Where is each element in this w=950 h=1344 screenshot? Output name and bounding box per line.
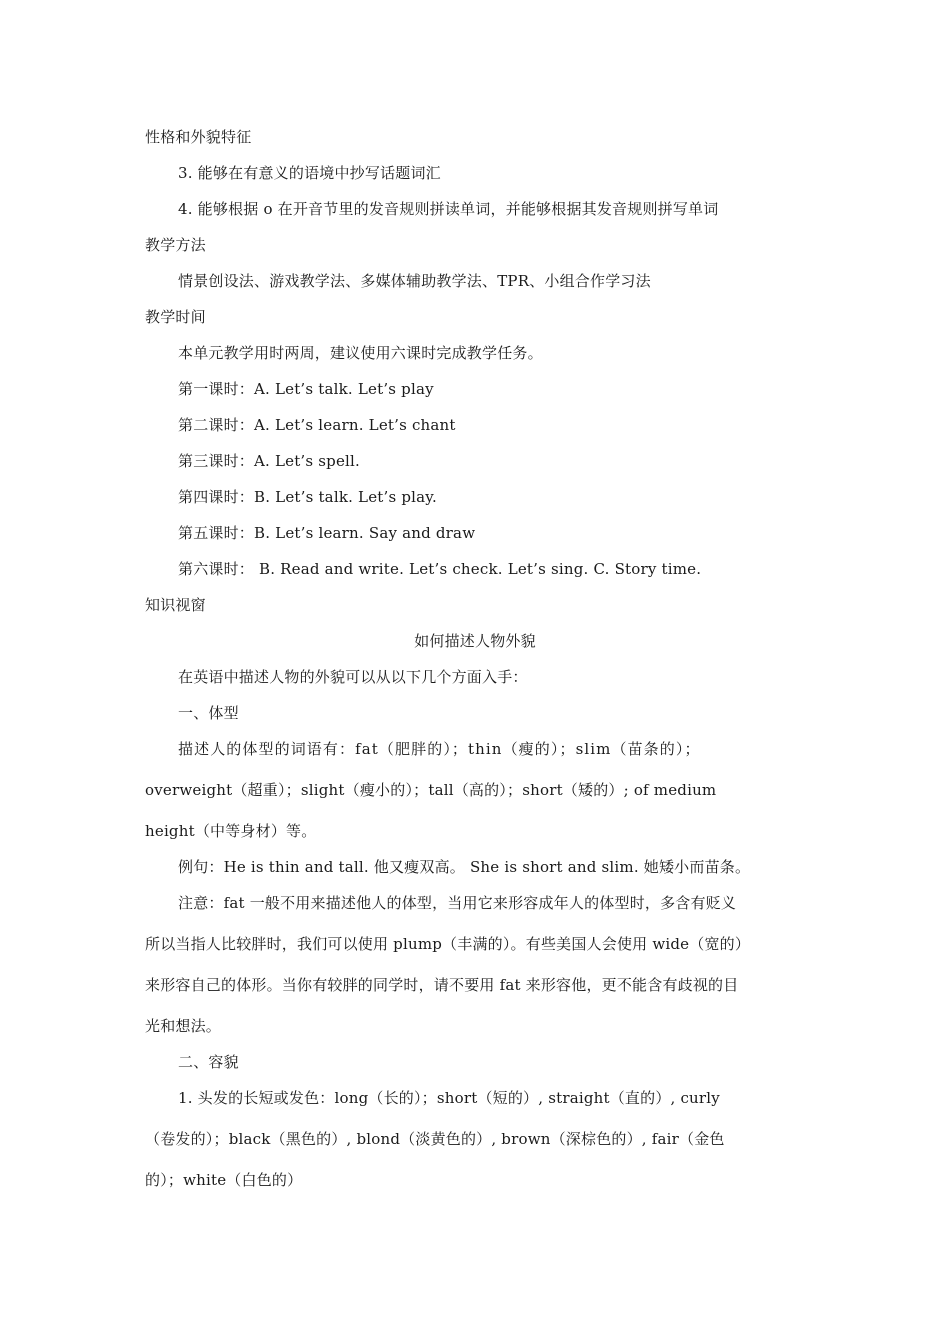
section-heading-teaching-method: 教学方法 [145,236,206,254]
section-heading-teaching-time: 教学时间 [145,308,206,326]
article-intro: 在英语中描述人物的外貌可以从以下几个方面入手： [178,668,528,686]
body-type-words-line-1: 描述人的体型的词语有：fat（肥胖的）；thin（瘦的）；slim（苗条的）； [178,740,701,758]
note-line-1: 注意：fat 一般不用来描述他人的体型，当用它来形容成年人的体型时，多含有贬义 [178,894,737,912]
note-line-4: 光和想法。 [145,1017,222,1035]
lesson-5: 第五课时：B. Let’s learn. Say and draw [178,524,476,542]
subheading-appearance: 二、容貌 [178,1053,239,1071]
body-type-words-line-2: overweight（超重）；slight（瘦小的）；tall（高的）；short（矮的）; of medium [145,781,717,799]
hair-words-line-1: 1. 头发的长短或发色：long（长的）；short（短的）, straight（直的）, curly [178,1089,720,1107]
teaching-methods-text: 情景创设法、游戏教学法、多媒体辅助教学法、TPR、小组合作学习法 [178,272,651,290]
paragraph-line: 性格和外貌特征 [145,128,252,146]
subheading-body-type: 一、体型 [178,704,239,722]
example-sentence: 例句：He is thin and tall. 他又瘦双高。 She is short and slim. 她矮小而苗条。 [178,858,751,876]
article-title: 如何描述人物外貌 [414,632,536,650]
lesson-6: 第六课时： B. Read and write. Let’s check. Let’s sing. C. Story time. [178,560,702,578]
teaching-time-text: 本单元教学用时两周，建议使用六课时完成教学任务。 [178,344,543,362]
hair-words-line-3: 的）；white（白色的） [145,1171,303,1189]
note-line-3: 来形容自己的体形。当你有较胖的同学时，请不要用 fat 来形容他，更不能含有歧视的目 [145,976,739,994]
body-type-words-line-3: height（中等身材）等。 [145,822,317,840]
section-heading-knowledge-window: 知识视窗 [145,596,206,614]
lesson-3: 第三课时：A. Let’s spell. [178,452,361,470]
objective-item-3: 3. 能够在有意义的语境中抄写话题词汇 [178,164,441,182]
lesson-1: 第一课时：A. Let’s talk. Let’s play [178,380,434,398]
objective-item-4: 4. 能够根据 o 在开音节里的发音规则拼读单词，并能够根据其发音规则拼写单词 [178,200,719,218]
hair-words-line-2: （卷发的）；black（黑色的）, blond（淡黄色的）, brown（深棕色的）, fair（金色 [145,1130,725,1148]
note-line-2: 所以当指人比较胖时，我们可以使用 plump（丰满的）。有些美国人会使用 wide（宽的） [145,935,751,953]
lesson-2: 第二课时：A. Let’s learn. Let’s chant [178,416,456,434]
lesson-4: 第四课时：B. Let’s talk. Let’s play. [178,488,437,506]
